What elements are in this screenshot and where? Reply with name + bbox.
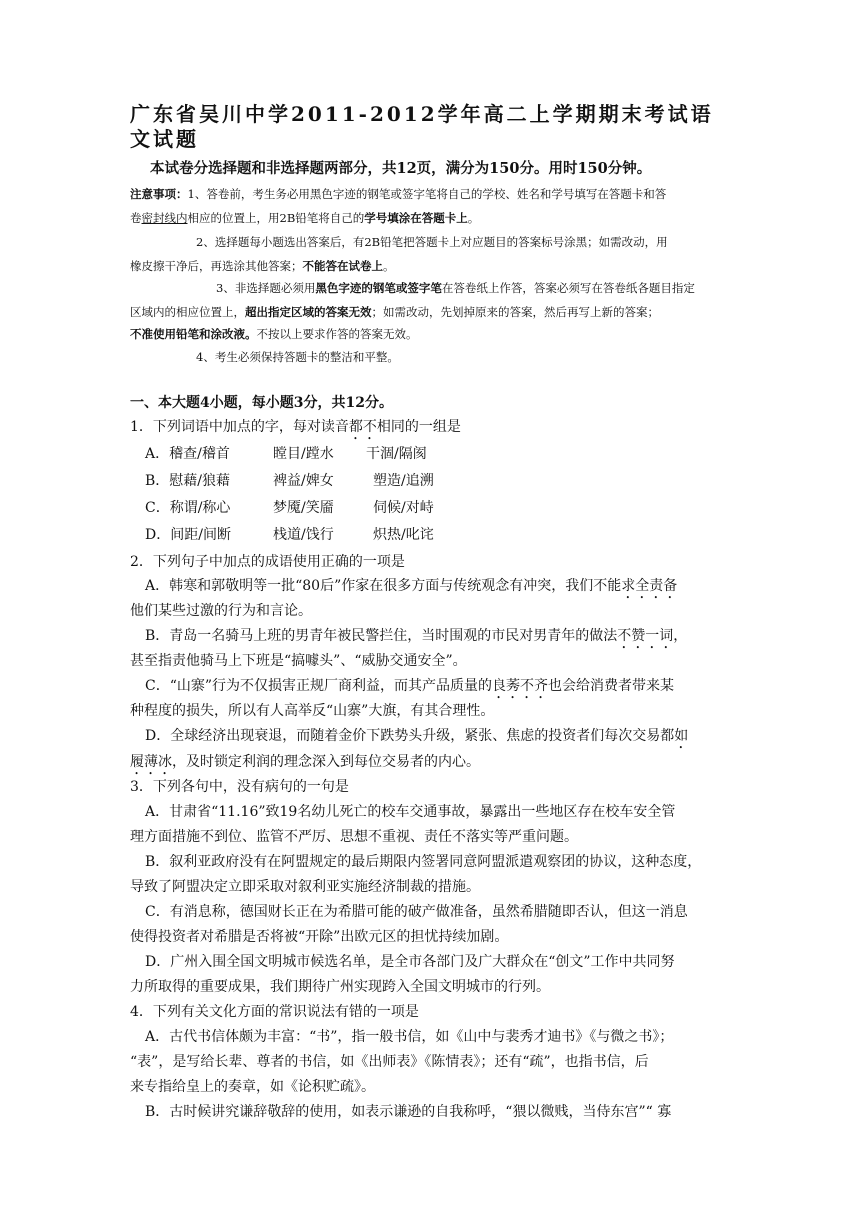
question-4-option-b-line-1: B．古时候讲究谦辞敬辞的使用，如表示谦逊的自我称呼，“猥以微贱，当侍东宫”“ 寡 — [145, 1104, 672, 1120]
note-bold-text: 不准使用铅笔和涂改液。 — [130, 327, 257, 341]
option-text: 炽热/叱诧 — [373, 527, 434, 543]
option-text: A．稽查/稽首 — [145, 446, 230, 462]
option-text: B．慰藉/狼藉 — [145, 473, 231, 489]
option-text: C．称谓/称心 — [145, 500, 231, 516]
dotted-text: 如 — [674, 728, 689, 744]
note-bold-text: 黑色字迹的钢笔或签字笔 — [315, 281, 442, 295]
dotted-text: 履薄冰 — [130, 754, 172, 770]
question-2-option-c-line-2: 种程度的损失，所以有人高举反“山寨”大旗，有其合理性。 — [130, 703, 495, 719]
note-3-line-3 — [130, 326, 418, 342]
question-2-option-c-line-1 — [145, 677, 674, 702]
note-text: 1、答卷前，考生务必用黑色字迹的钢笔或签字笔将自己的学校、姓名和学号填写在答题卡和答 — [187, 187, 667, 201]
note-text: 橡皮擦干净后，再选涂其他答案； — [130, 259, 303, 273]
note-1-line-2 — [130, 210, 479, 226]
stem-text: 相同的一组是 — [376, 419, 461, 435]
question-4-option-a-line-2: “表”，是写给长辈、尊者的书信，如《出师表》《陈情表》；还有“疏”，也指书信，后 — [130, 1054, 649, 1070]
note-bold-text: 超出指定区域的答案无效 — [245, 305, 372, 319]
note-text: 。 — [383, 259, 395, 273]
question-3-option-b-line-1: B．叙利亚政府没有在阿盟规定的最后期限内签署同意阿盟派遣观察团的协议，这种态度， — [145, 854, 702, 870]
option-text: 裨益/婢女 — [273, 473, 334, 489]
question-3-stem: 3．下列各句中，没有病句的一句是 — [130, 779, 349, 795]
note-3-line-2 — [130, 304, 659, 320]
question-2-option-a-line-2: 他们某些过激的行为和言论。 — [130, 603, 312, 619]
option-text: 瞠目/蹚水 — [273, 446, 334, 462]
question-2-option-d-line-1 — [145, 727, 688, 752]
option-text: ， — [673, 628, 688, 644]
dotted-text: 良莠不齐 — [492, 678, 549, 694]
question-3-option-b-line-2: 导致了阿盟决定立即采取对叙利亚实施经济制裁的措施。 — [130, 879, 480, 895]
question-3-option-a-line-1: A．甘肃省“11.16”致19名幼儿死亡的校车交通事故，暴露出一些地区存在校车安全管 — [145, 804, 676, 820]
option-text: 伺候/对峙 — [373, 500, 434, 516]
option-text: 塑造/追溯 — [373, 473, 434, 489]
question-2-option-b-line-1 — [145, 627, 687, 652]
option-text: ，及时锁定利润的理念深入到每位交易者的内心。 — [172, 754, 480, 770]
note-text: 相应的位置上，用2B铅笔将自己的 — [187, 211, 365, 225]
dotted-text: 不赞一词 — [617, 628, 674, 644]
page-title: 广东省吴川中学2011-2012学年高二上学期期末考试语文试题 — [130, 102, 714, 151]
question-3-option-d-line-1: D．广州入围全国文明城市候选名单，是全市各部门及广大群众在“创文”工作中共同努 — [145, 954, 675, 970]
note-2-line-1: 2、选择题每小题选出答案后，有2B铅笔把答题卡上对应题目的答案标号涂黑；如需改动，用 — [196, 235, 668, 249]
option-text: A．韩寒和郭敬明等一批“80后”作家在很多方面与传统观念有冲突，我们不能 — [145, 578, 622, 594]
note-2-line-2 — [130, 258, 395, 274]
option-text: 也会给消费者带来某 — [548, 678, 675, 694]
question-2-option-d-line-2 — [130, 753, 480, 778]
option-text: 梦魇/笑靥 — [273, 500, 334, 516]
question-2-stem: 2．下列句子中加点的成语使用正确的一项是 — [130, 554, 405, 570]
note-underlined-text: 密封线内 — [141, 211, 188, 225]
question-4-option-a-line-3: 来专指给皇上的奏章，如《论积贮疏》。 — [130, 1079, 375, 1095]
question-3-option-a-line-2: 理方面措施不到位、监管不严厉、思想不重视、责任不落实等严重问题。 — [130, 829, 578, 845]
note-1-line-1 — [130, 186, 666, 202]
question-4-stem: 4．下列有关文化方面的常识说法有错的一项是 — [130, 1004, 419, 1020]
dotted-text: 求全责备 — [621, 578, 678, 594]
note-4: 4、考生必须保持答题卡的整洁和平整。 — [196, 350, 399, 364]
option-text: C．“山寨”行为不仅损害正规厂商利益，而其产品质量的 — [145, 678, 493, 694]
question-2-option-b-line-2: 甚至指责他骑马上下班是“搞噱头”、“威胁交通安全”。 — [130, 653, 467, 669]
note-text: 。 — [467, 211, 480, 225]
note-text: 区域内的相应位置上， — [130, 305, 245, 319]
note-bold-text: 不能答在试卷上 — [302, 259, 383, 273]
notes-label: 注意事项： — [130, 187, 188, 201]
note-text: 在答卷纸上作答，答案必须写在答卷纸各题目指定 — [441, 281, 695, 295]
note-text: 卷 — [130, 211, 142, 225]
note-text: 不按以上要求作答的答案无效。 — [256, 327, 418, 341]
exam-intro: 本试卷分选择题和非选择题两部分，共12页，满分为150分。用时150分钟。 — [150, 160, 652, 177]
option-text: B．青岛一名骑马上班的男青年被民警拦住，当时围观的市民对男青年的做法 — [145, 628, 618, 644]
option-text: D．间距/间断 — [145, 527, 231, 543]
option-text: 干涸/隔阂 — [366, 446, 427, 462]
question-3-option-c-line-2: 使得投资者对希腊是否将被“开除”出欧元区的担忧持续加剧。 — [130, 929, 509, 945]
option-text: D．全球经济出现衰退，而随着金价下跌势头升级，紧张、焦虑的投资者们每次交易都 — [145, 728, 675, 744]
section-heading: 一、本大题4小题，每小题3分，共12分。 — [130, 395, 393, 411]
stem-text: 1．下列词语中加点的字，每对读音 — [130, 419, 349, 435]
note-text: 3、非选择题必须用 — [216, 281, 316, 295]
note-3-line-1 — [216, 280, 695, 296]
question-3-option-c-line-1: C．有消息称，德国财长正在为希腊可能的破产做准备，虽然希腊随即否认，但这一消息 — [145, 904, 688, 920]
question-2-option-a-line-1 — [145, 577, 677, 602]
option-text: 栈道/饯行 — [273, 527, 334, 543]
note-text: ；如需改动，先划掉原来的答案，然后再写上新的答案； — [371, 305, 659, 319]
note-bold-text: 学号填涂在答题卡上 — [364, 211, 468, 225]
question-3-option-d-line-2: 力所取得的重要成果，我们期待广州实现跨入全国文明城市的行列。 — [130, 979, 550, 995]
dotted-text: 都不 — [348, 419, 377, 435]
question-1-stem — [130, 418, 461, 443]
question-4-option-a-line-1: A．古代书信体颇为丰富：“书”，指一般书信，如《山中与裴秀才迪书》《与微之书》； — [145, 1029, 674, 1045]
